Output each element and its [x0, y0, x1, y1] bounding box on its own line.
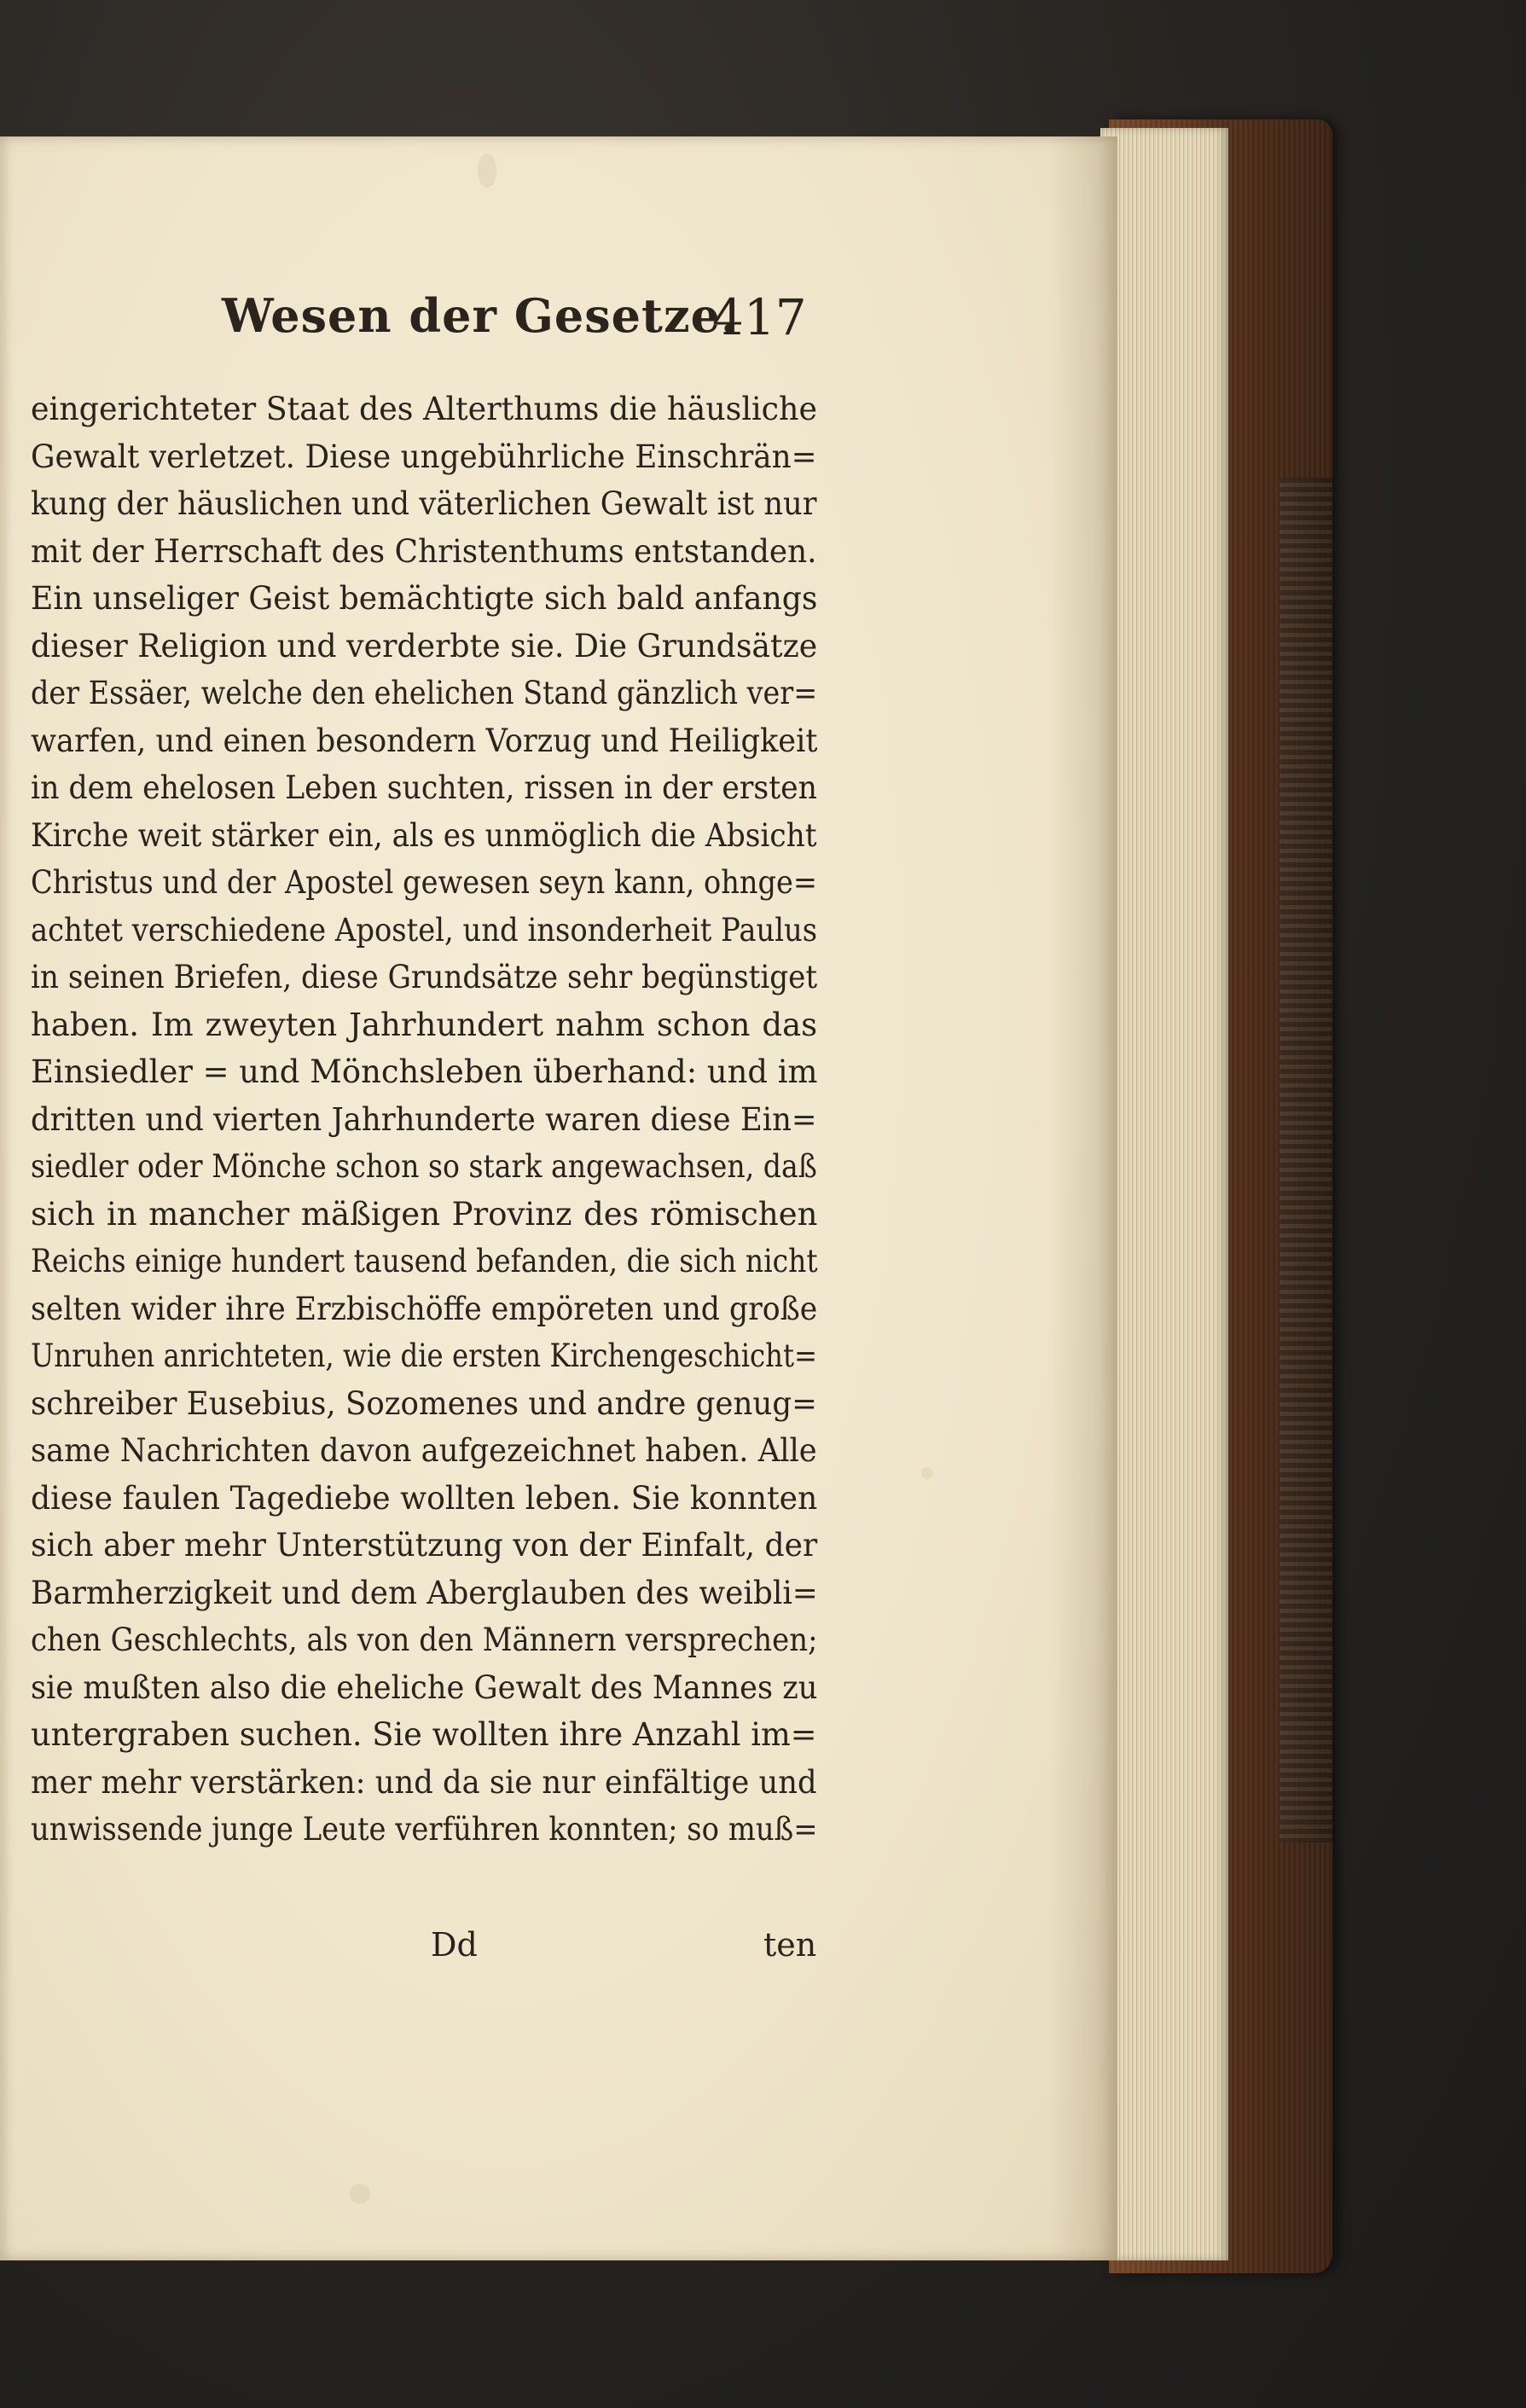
- text-line: in seinen Briefen, diese Grundsätze sehr begünstiget: [31, 959, 818, 995]
- running-title: Wesen der Gesetze.: [222, 288, 738, 343]
- text-line: in dem ehelosen Leben suchten, rissen in der ersten: [31, 769, 818, 806]
- text-line: eingerichteter Staat des Alterthums die häusliche: [31, 391, 818, 427]
- text-line: diese faulen Tagediebe wollten leben. Sie konnten: [31, 1479, 818, 1517]
- text-line: achtet verschiedene Apostel, und insonderheit Paulus: [31, 911, 818, 949]
- body-text: [31, 386, 817, 1854]
- text-line: Barmherzigkeit und dem Aberglauben des weibli=: [31, 1574, 818, 1611]
- text-line: kung der häuslichen und väterlichen Gewalt ist nur: [31, 485, 817, 522]
- text-line: Reichs einige hundert tausend befanden, die sich nicht: [31, 1243, 818, 1279]
- text-line: Ein unseliger Geist bemächtigte sich bald anfangs: [31, 580, 818, 617]
- text-line: untergraben suchen. Sie wollten ihre Anzahl im=: [31, 1716, 817, 1753]
- text-line: Kirche weit stärker ein, als es unmöglich die Absicht: [31, 816, 817, 854]
- catchword: ten: [763, 1926, 817, 1964]
- text-line: mer mehr verstärken: und da sie nur einfältige und: [31, 1763, 817, 1801]
- text-line: sich in mancher mäßigen Provinz des römischen: [31, 1195, 817, 1233]
- text-line: schreiber Eusebius, Sozomenes und andre genug=: [31, 1384, 817, 1422]
- signature-mark: Dd: [431, 1926, 478, 1964]
- page-gutter-shadow: [1049, 136, 1117, 2260]
- page-number: 417: [712, 288, 807, 346]
- text-line: Gewalt verletzet. Diese ungebührliche Einschrän=: [31, 438, 817, 475]
- paper-stain: [921, 1467, 933, 1479]
- text-line: mit der Herrschaft des Christenthums entstanden.: [31, 532, 817, 570]
- text-line: sich aber mehr Unterstützung von der Einfalt, der: [31, 1527, 818, 1564]
- paper-stain: [478, 154, 496, 188]
- text-line: Einsiedler = und Mönchsleben überhand: und im: [31, 1053, 818, 1090]
- text-line: der Essäer, welche den ehelichen Stand gänzlich ver=: [31, 675, 817, 711]
- text-line: haben. Im zweyten Jahrhundert nahm schon das: [31, 1006, 817, 1043]
- text-line: Unruhen anrichteten, wie die ersten Kirchengeschicht=: [31, 1337, 818, 1374]
- text-line: warfen, und einen besondern Vorzug und Heiligkeit: [31, 722, 818, 759]
- paper-stain: [350, 2184, 370, 2204]
- text-line: siedler oder Mönche schon so stark angewachsen, daß: [31, 1148, 817, 1185]
- text-line: selten wider ihre Erzbischöffe empöreten und große: [31, 1290, 818, 1327]
- text-line: unwissende junge Leute verführen konnten; so muß=: [31, 1811, 818, 1848]
- page-edges: [1100, 128, 1228, 2260]
- cover-marbling: [1279, 478, 1332, 1842]
- text-line: Christus und der Apostel gewesen seyn kann, ohnge=: [31, 864, 817, 901]
- text-line: chen Geschlechts, als von den Männern versprechen;: [31, 1622, 818, 1658]
- text-line: same Nachrichten davon aufgezeichnet haben. Alle: [31, 1432, 817, 1469]
- text-line: dritten und vierten Jahrhunderte waren diese Ein=: [31, 1100, 817, 1138]
- text-line: sie mußten also die eheliche Gewalt des Mannes zu: [31, 1668, 818, 1706]
- text-line: dieser Religion und verderbte sie. Die Grundsätze: [31, 627, 818, 664]
